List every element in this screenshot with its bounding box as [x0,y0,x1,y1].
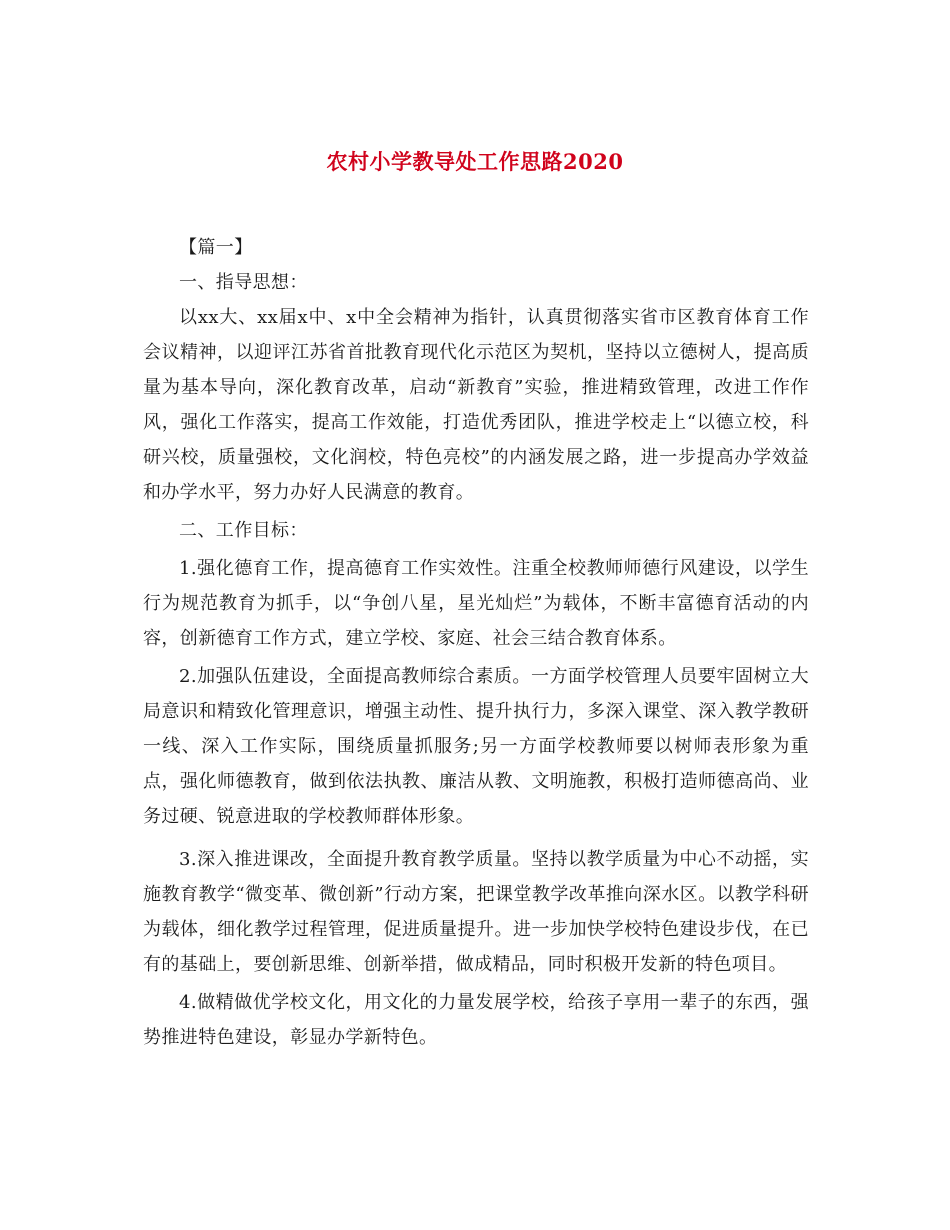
goal-paragraph-4: 4.做精做优学校文化，用文化的力量发展学校，给孩子享用一辈子的东西，强势推进特色建设，彰显办学新特色。 [143,992,809,1048]
document-body [143,230,809,1055]
goal-paragraph-3: 3.深入推进课改，全面提升教育教学质量。坚持以教学质量为中心不动摇，实施教育教学“微变革、微创新”行动方案，把课堂教学改革推向深水区。以教学科研为载体，细化教学过程管理，促进质量提升。进一步加快学校特色建设步伐，在已有的基础上，要创新思维、创新举措，做成精品，同时积极开发新的特色项目。 [143,849,809,975]
document-title: 农村小学教导处工作思路2020 [326,149,624,174]
guiding-paragraph: 以xx大、xx届x中、x中全会精神为指针，认真贯彻落实省市区教育体育工作会议精神，以迎评江苏省首批教育现代化示范区为契机，坚持以立德树人，提高质量为基本导向，深化教育改革，启动“新教育”实验，推进精致管理，改进工作作风，强化工作落实，提高工作效能，打造优秀团队，推进学校走上“以德立校，科研兴校，质量强校，文化润校，特色亮校”的内涵发展之路，进一步提高办学效益和办学水平，努力办好人民满意的教育。 [143,307,809,503]
guiding-heading: 一、指导思想： [179,272,308,293]
goal-paragraph-1: 1.强化德育工作，提高德育工作实效性。注重全校教师师德行风建设，以学生行为规范教育为抓手，以“争创八星，星光灿烂”为载体，不断丰富德育活动的内容，创新德育工作方式，建立学校、家庭、社会三结合教育体系。 [143,558,809,649]
section-heading: 【篇一】 [179,237,253,258]
goal-paragraph-2: 2.加强队伍建设，全面提高教师综合素质。一方面学校管理人员要牢固树立大局意识和精致化管理意识，增强主动性、提升执行力，多深入课堂、深入教学教研一线、深入工作实际，围绕质量抓服务;另一方面学校教师要以树师表形象为重点，强化师德教育，做到依法执教、廉洁从教、文明施教，积极打造师德高尚、业务过硬、锐意进取的学校教师群体形象。 [143,666,809,827]
goals-heading: 二、工作目标： [179,520,308,541]
